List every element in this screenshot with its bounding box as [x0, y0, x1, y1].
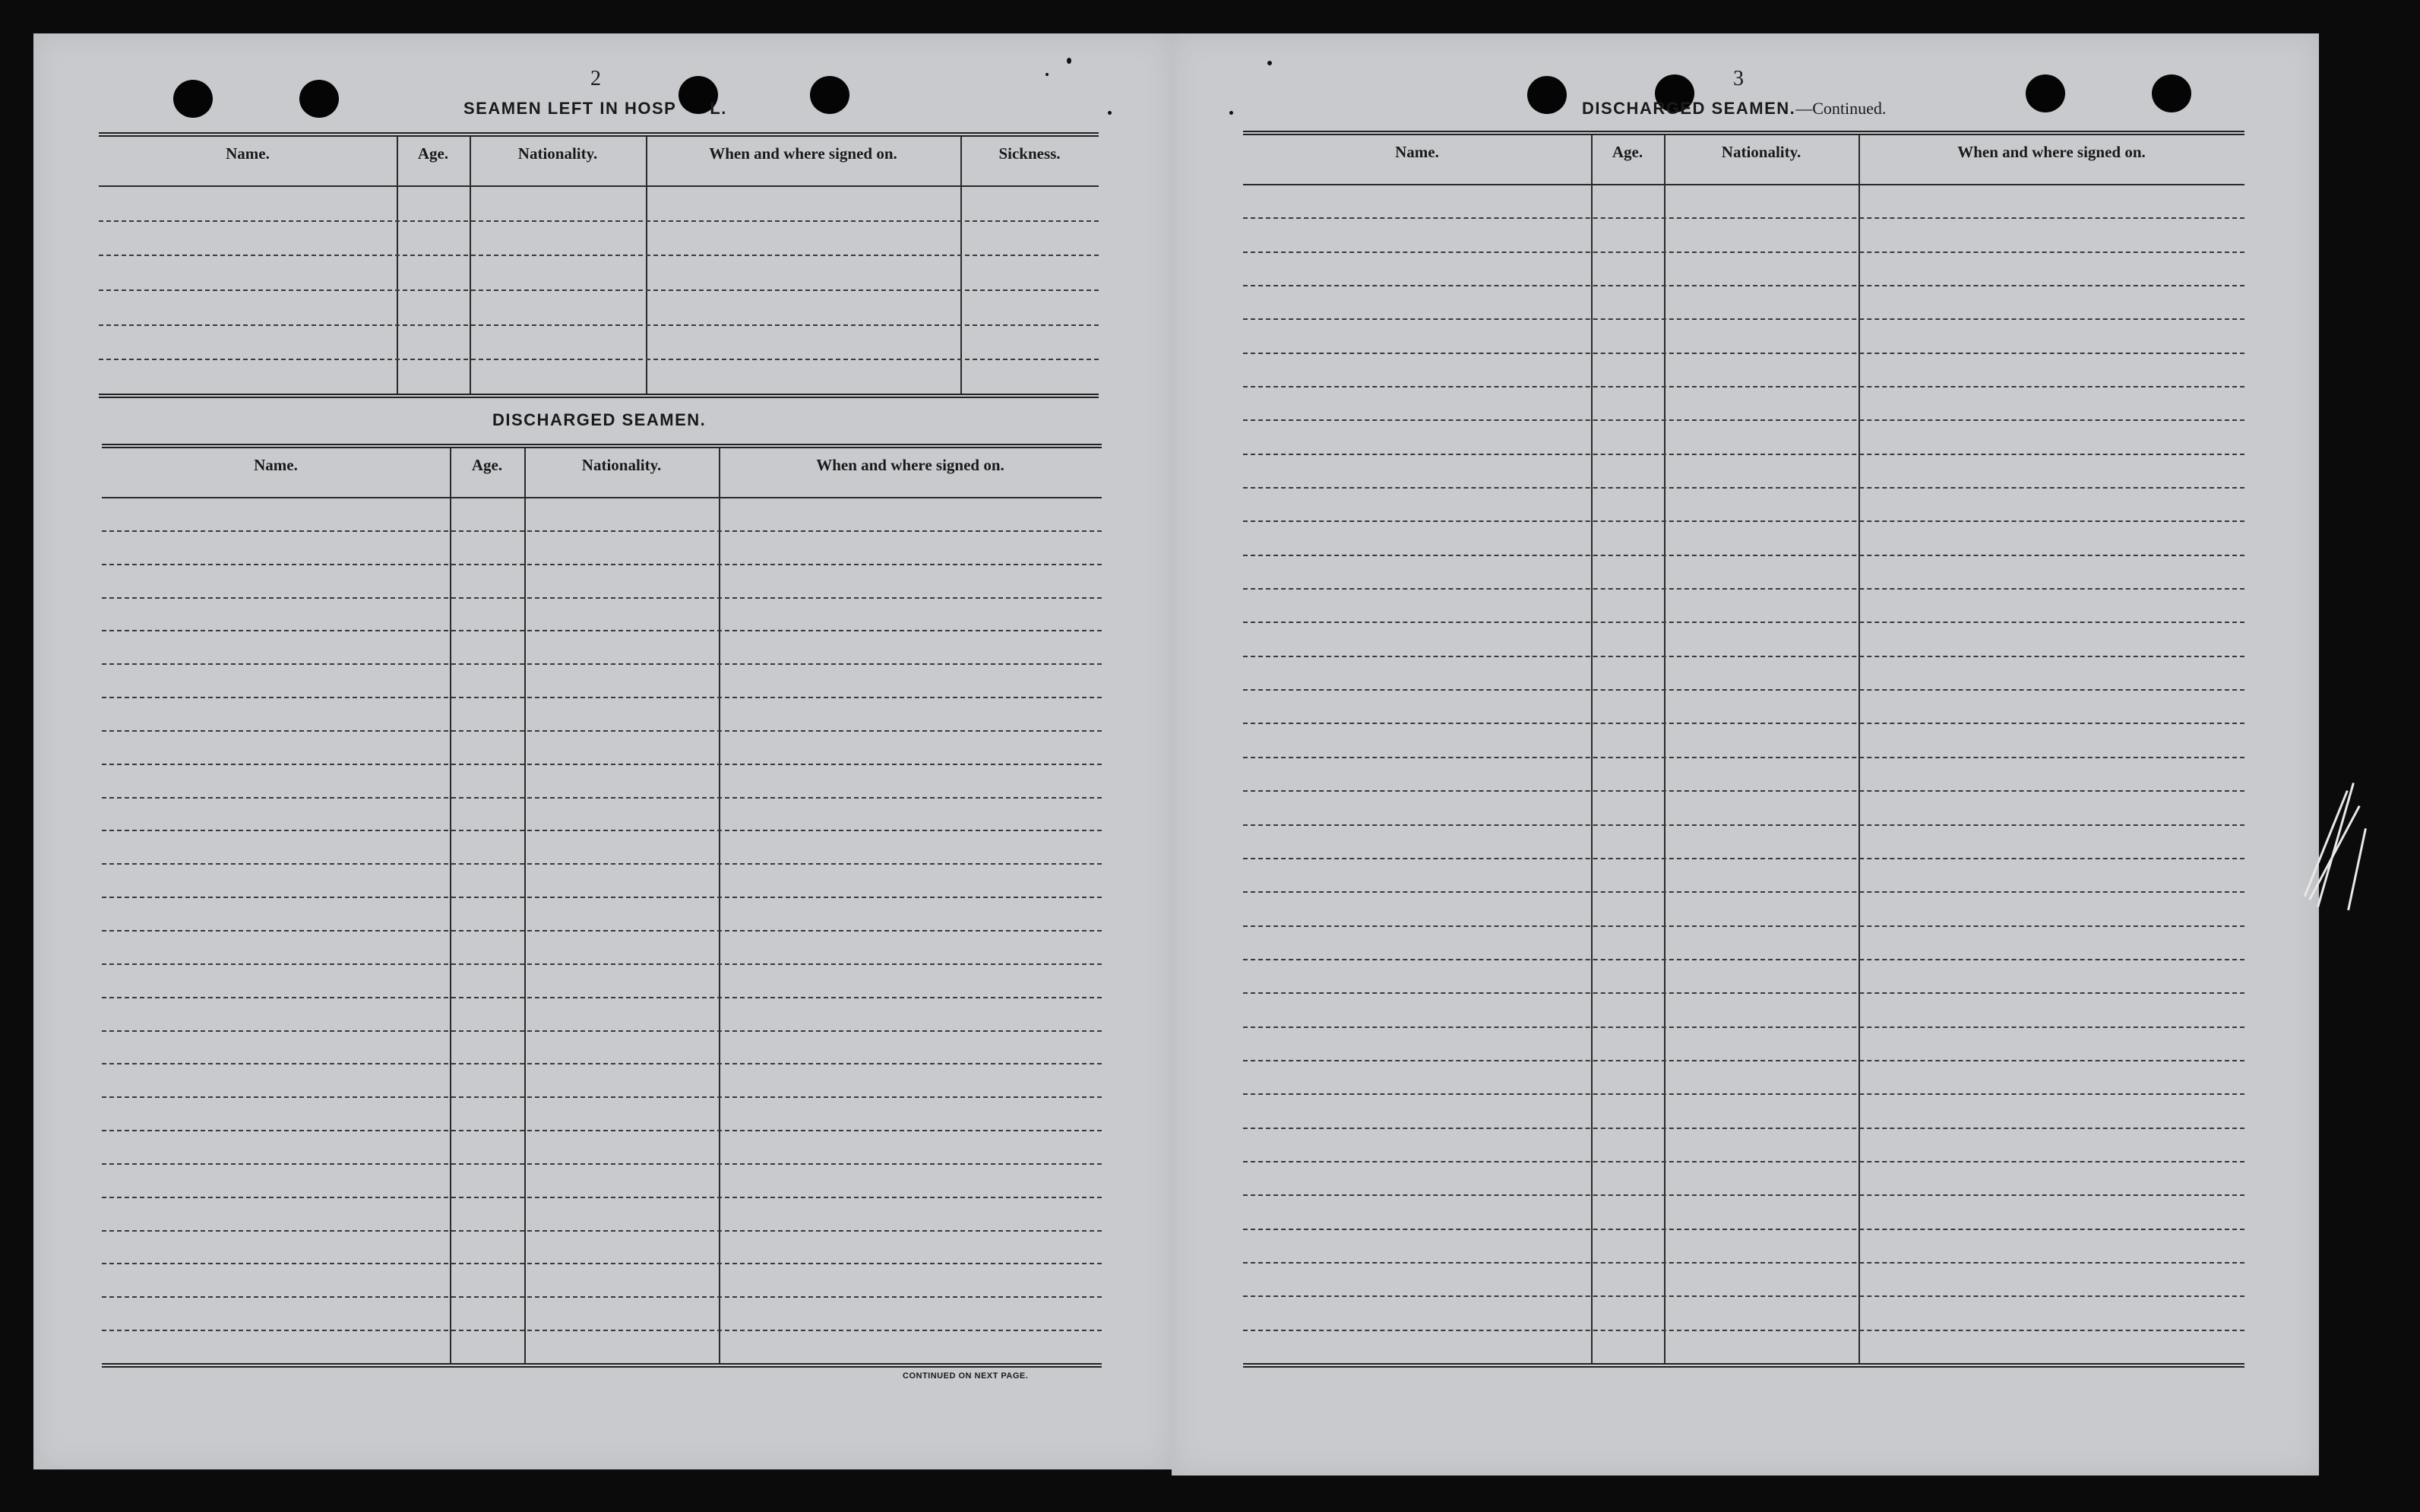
row-rule — [102, 1096, 1102, 1098]
row-rule — [1243, 217, 2244, 219]
row-rule — [1243, 285, 2244, 286]
row-rule — [1243, 419, 2244, 421]
page-number-left: 2 — [590, 67, 601, 90]
column-divider — [470, 137, 471, 394]
row-rule — [1243, 588, 2244, 590]
table-top-rule — [99, 132, 1099, 137]
row-rule — [1243, 790, 2244, 792]
row-rule — [102, 564, 1102, 565]
row-rule — [102, 663, 1102, 665]
row-rule — [102, 1230, 1102, 1232]
row-rule — [102, 1063, 1102, 1064]
column-header: When and where signed on. — [709, 144, 897, 163]
punch-hole — [810, 76, 849, 114]
row-rule — [1243, 1060, 2244, 1061]
row-rule — [102, 697, 1102, 698]
punch-hole — [299, 80, 339, 118]
punch-hole — [2026, 74, 2065, 112]
row-rule — [102, 863, 1102, 865]
row-rule — [99, 220, 1099, 222]
header-rule — [102, 497, 1102, 498]
hospital-section-title — [463, 99, 727, 119]
column-header: Nationality. — [581, 456, 662, 474]
row-rule — [1243, 824, 2244, 826]
row-rule — [1243, 1194, 2244, 1196]
paper-fiber — [2317, 783, 2355, 907]
row-rule — [1243, 891, 2244, 893]
column-header: Name. — [1395, 143, 1439, 161]
column-divider — [397, 137, 398, 394]
row-rule — [1243, 555, 2244, 556]
hospital-title-text: SEAMEN LEFT IN HOSP — [463, 99, 677, 118]
row-rule — [1243, 656, 2244, 657]
row-rule — [1243, 689, 2244, 691]
row-rule — [99, 255, 1099, 256]
right-title-text: DISCHARGED SEAMEN. — [1582, 99, 1796, 118]
row-rule — [1243, 1330, 2244, 1331]
column-header: When and where signed on. — [1957, 143, 2146, 161]
column-header: When and where signed on. — [816, 456, 1004, 474]
ink-speck — [1229, 111, 1233, 115]
ink-speck — [1108, 111, 1112, 115]
row-rule — [1243, 757, 2244, 758]
right-section-title — [1582, 99, 1886, 119]
row-rule — [102, 830, 1102, 831]
row-rule — [1243, 386, 2244, 387]
row-rule — [99, 359, 1099, 360]
row-rule — [99, 289, 1099, 291]
column-header: Name. — [226, 144, 270, 163]
punch-hole — [2152, 74, 2191, 112]
row-rule — [1243, 1128, 2244, 1129]
column-divider — [524, 448, 526, 1363]
row-rule — [102, 597, 1102, 599]
row-rule — [1243, 353, 2244, 354]
row-rule — [99, 324, 1099, 326]
column-header: Age. — [471, 456, 503, 474]
row-rule — [102, 930, 1102, 932]
row-rule — [1243, 992, 2244, 994]
row-rule — [102, 1163, 1102, 1165]
ink-speck — [1046, 73, 1049, 76]
right-page — [1172, 33, 2319, 1476]
row-rule — [102, 1197, 1102, 1198]
row-rule — [102, 764, 1102, 765]
discharged-section-title: DISCHARGED SEAMEN. — [492, 410, 707, 429]
punch-hole — [1527, 76, 1567, 114]
row-rule — [102, 897, 1102, 898]
row-rule — [1243, 1262, 2244, 1264]
table-bottom-rule — [1243, 1363, 2244, 1368]
row-rule — [102, 797, 1102, 799]
row-rule — [102, 997, 1102, 998]
column-divider — [646, 137, 647, 394]
row-rule — [1243, 318, 2244, 320]
column-divider — [960, 137, 962, 394]
paper-fiber — [2347, 828, 2367, 910]
column-header: Name. — [254, 456, 298, 474]
ink-speck — [1267, 61, 1272, 65]
table-top-rule — [102, 444, 1102, 448]
table-top-rule — [1243, 131, 2244, 135]
left-page — [33, 33, 1172, 1469]
continued-footnote: CONTINUED ON NEXT PAGE. — [903, 1371, 1029, 1381]
row-rule — [1243, 1295, 2244, 1297]
table-bottom-rule — [102, 1363, 1102, 1368]
column-header: Sickness. — [998, 144, 1061, 163]
row-rule — [1243, 959, 2244, 960]
row-rule — [1243, 1161, 2244, 1162]
column-divider — [450, 448, 451, 1363]
header-rule — [1243, 184, 2244, 185]
page-number-right: 3 — [1733, 67, 1744, 90]
row-rule — [102, 1296, 1102, 1298]
row-rule — [102, 730, 1102, 732]
row-rule — [1243, 1229, 2244, 1230]
ink-speck — [1067, 58, 1071, 64]
row-rule — [102, 630, 1102, 631]
row-rule — [1243, 925, 2244, 927]
row-rule — [102, 1330, 1102, 1331]
header-rule — [99, 185, 1099, 187]
row-rule — [1243, 454, 2244, 455]
row-rule — [1243, 487, 2244, 489]
row-rule — [1243, 1093, 2244, 1095]
row-rule — [102, 1030, 1102, 1032]
table-bottom-rule — [99, 394, 1099, 398]
column-divider — [719, 448, 720, 1363]
row-rule — [102, 963, 1102, 965]
row-rule — [1243, 1026, 2244, 1028]
column-header: Nationality. — [1721, 143, 1802, 161]
punch-hole — [173, 80, 213, 118]
column-header: Age. — [417, 144, 449, 163]
row-rule — [1243, 622, 2244, 623]
column-header: Nationality. — [517, 144, 598, 163]
column-header: Age. — [1612, 143, 1643, 161]
row-rule — [102, 1263, 1102, 1264]
row-rule — [102, 530, 1102, 532]
row-rule — [1243, 858, 2244, 859]
row-rule — [1243, 251, 2244, 253]
row-rule — [1243, 520, 2244, 522]
hospital-title-tail: L. — [710, 99, 727, 118]
row-rule — [1243, 723, 2244, 724]
row-rule — [102, 1130, 1102, 1131]
right-title-suffix: —Continued. — [1795, 99, 1887, 118]
